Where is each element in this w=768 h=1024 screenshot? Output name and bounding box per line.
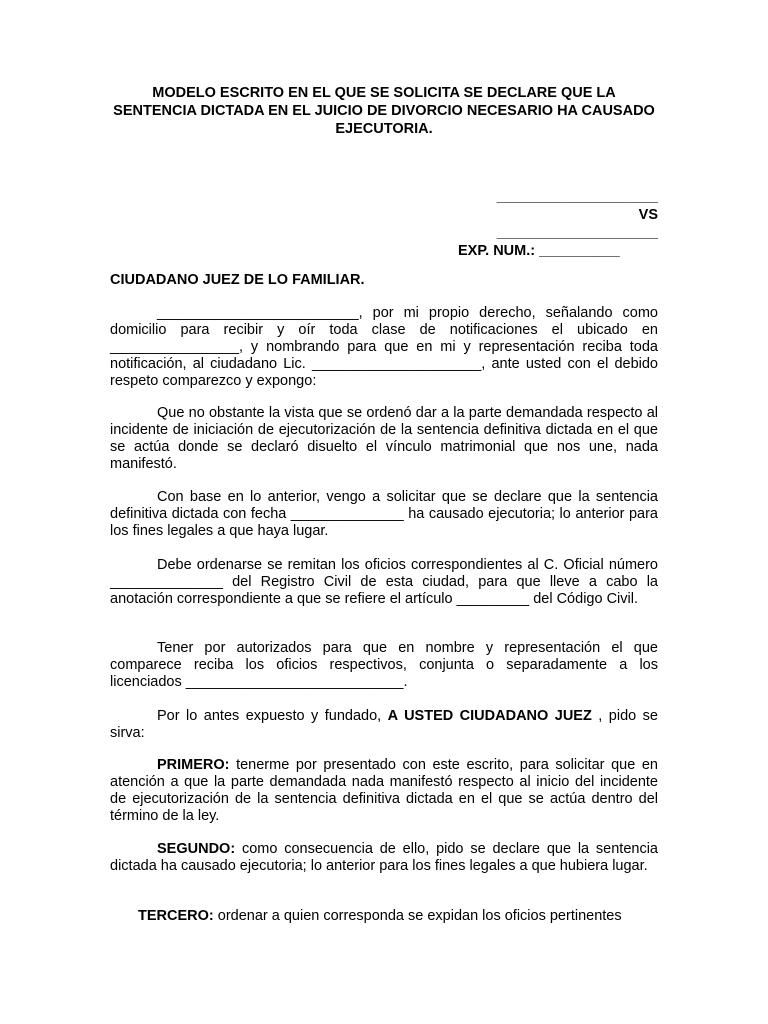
paragraph-authorized-text: Tener por autorizados para que en nombre y representación el que comparece reciba los oficios respectivos, conjunta o separadamente a los licenciados ___________________________. xyxy=(110,640,658,690)
paragraph-petition xyxy=(110,708,658,742)
paragraph-petition-after: , pido se sirva: xyxy=(110,708,658,741)
case-parties-block xyxy=(458,188,658,260)
paragraph-primero xyxy=(110,757,658,825)
paragraph-primero-label: PRIMERO: xyxy=(157,757,230,773)
case-number: EXP. NUM.: __________ xyxy=(458,243,620,259)
defendant-blank: ____________________ xyxy=(496,225,658,241)
paragraph-intro-text: _________________________, por mi propio derecho, señalando como domicilio para recibir y oír toda clase de notificaciones el ubicado en ________________, y nombrando para que en mi y representación reciba toda notificación, al ciudadano Lic. _____________________, ante usted con el debido respeto comparezco y expongo: xyxy=(110,305,658,389)
paragraph-civil-registry xyxy=(110,557,658,608)
paragraph-no-response-text: Que no obstante la vista que se ordenó dar a la parte demandada respecto al incidente de iniciación de ejecutorización de la sentencia definitiva dictada en el que se actúa donde se declaró disuelto el vínculo matrimonial que nos une, nada manifestó. xyxy=(110,405,658,472)
paragraph-intro xyxy=(110,305,658,390)
versus-label: VS xyxy=(638,207,658,223)
paragraph-segundo-text: como consecuencia de ello, pido se declare que la sentencia dictada ha causado ejecutoria; lo anterior para los fines legales a que hubiera lugar. xyxy=(110,841,658,874)
paragraph-authorized xyxy=(110,640,658,691)
paragraph-petition-bold: A USTED CIUDADANO JUEZ xyxy=(387,708,592,724)
paragraph-civil-registry-text: Debe ordenarse se remitan los oficios correspondientes al C. Oficial número ______________ del Registro Civil de esta ciudad, para que lleve a cabo la anotación correspondiente a que se refiere el artículo _________ del Código Civil. xyxy=(110,557,658,607)
paragraph-request-text: Con base en lo anterior, vengo a solicitar que se declare que la sentencia definitiva dictada con fecha ______________ ha causado ejecutoria; lo anterior para los fines legales a que haya lugar. xyxy=(110,489,658,539)
addressee-heading: CIUDADANO JUEZ DE LO FAMILIAR. xyxy=(110,272,365,288)
plaintiff-blank: ____________________ xyxy=(496,189,658,205)
paragraph-primero-text: tenerme por presentado con este escrito, para solicitar que en atención a que la parte demandada nada manifestó respecto al inicio del incidente de ejecutorización de la sentencia definitiva dictada en el que se actúa dentro del término de la ley. xyxy=(110,757,658,824)
paragraph-segundo xyxy=(110,841,658,875)
paragraph-tercero xyxy=(110,908,658,925)
paragraph-tercero-label: TERCERO: xyxy=(138,908,214,924)
paragraph-segundo-label: SEGUNDO: xyxy=(157,841,236,857)
paragraph-no-response xyxy=(110,405,658,473)
paragraph-request xyxy=(110,489,658,540)
document-title: MODELO ESCRITO EN EL QUE SE SOLICITA SE DECLARE QUE LA SENTENCIA DICTADA EN EL JUICIO DE DIVORCIO NECESARIO HA CAUSADO EJECUTORIA. xyxy=(113,85,655,137)
paragraph-tercero-text: ordenar a quien corresponda se expidan los oficios pertinentes xyxy=(213,908,622,924)
paragraph-petition-before: Por lo antes expuesto y fundado, xyxy=(157,708,388,724)
